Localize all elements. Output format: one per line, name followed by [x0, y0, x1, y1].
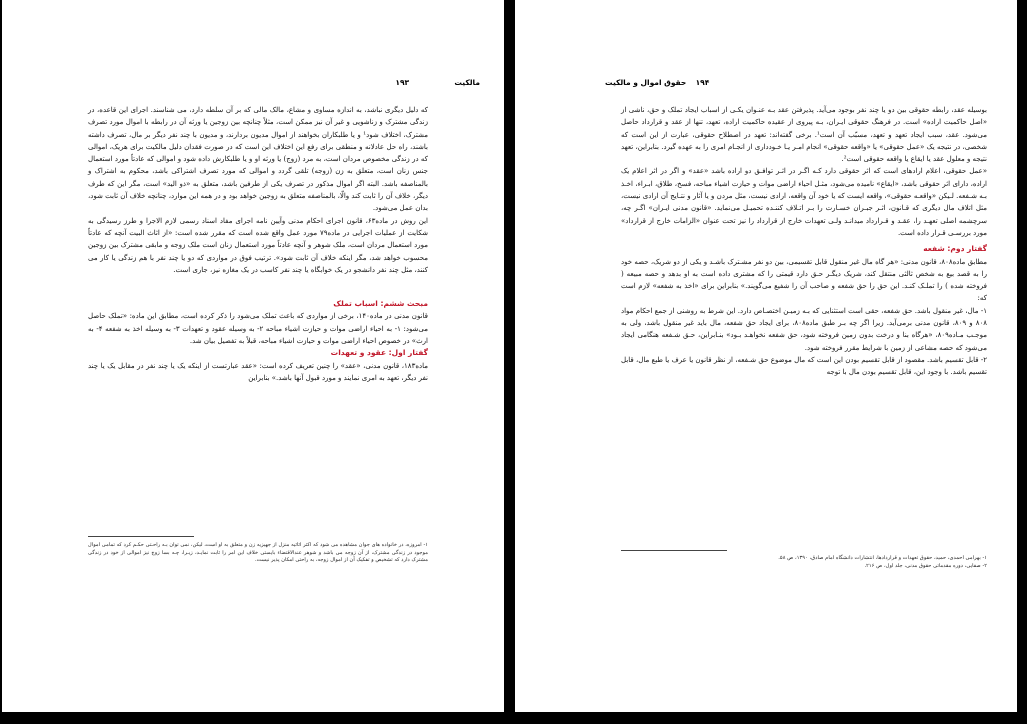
page-body [88, 104, 428, 384]
paragraph: مطابق ماده۸۰۸، قانون مدنی: «هر گاه مال غیر منقول قابل تقسیمی، بین دو نفر مشـترک باشـد و یکی از دو شریک، حصه خود را به قصد بیع به شخص ثالثی منتقل کند، شریک دیگـر حـق دارد قیمتی را که مشتری داده است به او بدهد و حصه مبیعه ( فروخته شده ) را تملـک کنـد. این حق را حق شفعه و صاحب آن را شفیع می‌گویند.» بنابراین برای «اخذ به شفعه» لازم است که: [621, 257, 987, 303]
footnote: ۱- امروزه، در خانواده های جوان مشاهده می شود که اکثر اثاثیه منزل از جهیزیه زن و متعلق به او است، لیکن، نمی توان بـه راحـتی حکـم کرد که تمامی اموال موجود در زندگی مشترک، از آن زوجه می باشد و شوهر عندالاقتضاء بایستی خلاف این امر را ثابت نمایـد، زیـرا، چـه بسا زوج نیز اموالی از خود در زندگی مشترک دارد که تشخیص و تفکیک آن از اموال زوجه، به راحتی امکان پذیر نیست. [88, 542, 428, 564]
running-title: حقوق اموال و مالکیت [605, 78, 687, 87]
footnotes [88, 542, 428, 565]
subsection-heading: گفتار دوم: شفعه [923, 244, 987, 254]
left-page [2, 0, 504, 712]
subsection-heading: گفتار اول: عقود و تعهدات [330, 348, 428, 358]
page-number: ۱۹۴ [695, 78, 710, 87]
paragraph: که دلیل دیگری نباشد، به اندازه مساوی و مشاع، مالک مالی که بر آن سلطه دارد، می شناسند. اجرای این قاعده، در زندگی مشترک و زناشویی و غیر آن نیز ممکن است، مثلاً چنانچه بین زوجین یا ورثه آن در رابطه با اموال مورد تصرف مشترک، اختلاف شود¹ و یا طلبکاران بخواهند از اموال مدیون بردارند، و مدیون با چند نفر دیگر بر مال، تصرف داشته باشند، راه حل عادلانه و منطقی برای رفع این اختلاف این است که در صورت فقدان دلیل مالکیت برای هریک، اموالی که در زندگی مخصوص مردان است، به مرد (زوج) یا ورثه او و یا طلبکارش داده شود و اموالی که عادتاً مورد استعمال جنس زنان است، متعلق به زن (زوجه) تلقی گردد و اموالی که مورد تصرف اشتراکی باشد، محکوم به اشتراک و بالمناصفه باشد. البته اگر اموال مذکور در تصرف یکی از طرفین باشد، متعلق به «ذو الید» است، مگر این که طرف دیگر، خلاف آن را ثابت کند والّا، بالمناصفه متعلق به زوجین خواهد بود و در همه این موارد، چنانچه خلاف آن ثابت شود، بدان عمل می‌شود. [88, 106, 429, 213]
page-number: ۱۹۳ [395, 78, 410, 87]
section-heading: مبحث ششم: اسباب تملک [333, 299, 428, 309]
running-title: مالکیت [454, 78, 480, 87]
paragraph: قانون مدنی در ماده۱۴۰، برخی از مواردی که باعث تملک می‌شود را ذکر کرده است، مطابق این ماده: «تملک حاصل می‌شود: ۱- به احیاء اراضی موات و حیازت اشیاء مباحه ۲- به وسیله عقود و تعهدات ۳- به وسیله اخذ به شفعه ۴- به ارث» در خصوص احیاء اراضی موات و حیازت اشیاء مباحه، قبلاً به تفصیل بیان شد. [88, 312, 429, 346]
page-body [621, 104, 987, 379]
footnote: ۲- صفایی، دوره مقدماتی حقوق مدنی، جلد اول، ص ۲۱۶. [864, 562, 987, 569]
paragraph: ماده۱۸۳، قانون مدنی، «عقد» را چنین تعریف کرده است: «عقد عبارتست از اینکه یک یا چند نفر در مقابل یک یا چند نفر دیگر، تعهد به امری نمایند و مورد قبول آنها باشد.» بنابراین [88, 361, 428, 382]
footnote-rule [88, 536, 194, 537]
footnote: ۱- بهرامی احمدی، حمید، حقوق تعهدات و قراردادها، انتشارات دانشگاه امام صادق، ۱۳۹۰، ص ۵۸. [778, 555, 987, 561]
paragraph: ۱- مال، غیر منقول باشد. حق شفعه، حقی است استثنایی که بـه زمیـن اختصـاص دارد. این شرط به روشنی از جمع احکام مواد ۸۰۸ و ۸۰۹، قانون مدنی برمی‌آید. زیرا اگر چه بـر طبق ماده۸۰۸، برای ایجاد حق شفعه، مال باید غیر منقول باشد، ولی به موجـب مـاده۸۰۹، «هرگاه بنا و درخت بدون زمین فروخته شود، حق شفعه نخواهـد بـود» بنـابراین، حـق شـفعه هنگامی ایجاد می‌شود که حصه مشاعی از زمین با شرایط مقرر فروخته شود. [621, 306, 988, 352]
running-header [605, 78, 709, 87]
footnotes [621, 555, 987, 570]
paragraph: «عمل حقوقی، اعلام ارادهای است که اثر حقوقی دارد کـه اگـر در اثـر توافـق دو اراده باشد «عقد» و اگر در اثر اعلام یک اراده، دارای اثر حقوقی باشد، «ایقاع» نامیده می‌شود، مثـل احیاء اراضی موات و حیازت اشیاء مباحه، فسخ، طلاق، ابـراء، اخـذ بـه شـفعه. لـیکن «واقعـه حقوقی»، واقعه ایست که یا خود آن واقعه، ارادی نیست، مثل مردن و یا آثار و نتـایج آن ارادی نیست، مثل اتلاف مال دیگری که قـانون، اثـر جبـران خسـارت را بـر اتـلاف کننـده تحمیـل می‌نماید. «قانون مدنی ایـران» اگـر چه، سرچشمه اصلی تعهـد را، عقـد و قـرارداد میدانـد ولـی تعهدات خارج از قرارداد را نیز تحت عنوان «الزامات خارج از قرارداد» مورد بررسـی قـرار داده است. [621, 167, 987, 237]
footnote-rule [621, 550, 727, 551]
paragraph: این روش در ماده۶۳، قانون اجرای احکام مدنی وآیین نامه اجرای مفاد اسناد رسمی لازم الاجرا و طرز رسیدگی به شکایت از عملیات اجرایی در ماده۷۹ مورد عمل واقع شده است که مقرر شده است: «از اثاث البیت آنچه که عادتاً مورد استعمال مردان است، ملک شوهر و آنچه عادتاً مورد استعمال زنان است ملک زوجه و مابقی مشترک بین زوجین محسوب خواهد شد، مگر اینکه خلاف آن ثابت شود». ترتیب فوق در مواردی که دو یا چند نفر با هم زندگی یا کار می کنند، مثل چند نفر دانشجو در یک خوابگاه یا چند نفر کاسب در یک مغازه نیز، جاری است. [88, 216, 429, 274]
running-header [395, 78, 480, 87]
paragraph: بوسیله عقد، رابطه حقوقی بین دو یا چند نفر بوجود می‌آید. پذیرفتن عقد بـه عنـوان یکـی از اسباب ایجاد تملک و حق، ناشی از «اصل حاکمیت اراده» است. در فرهنگ حقوقی ایـران، بـه پیروی از عقیده حاکمیت اراده، تعهد، تنها از عقد و قرارداد حاصل می‌شود. عقد، سبب ایجاد تعهد و تعهد، مسبّب آن است¹. برخی گفته‌اند: تعهد در اصطلاح حقوقی، عبارت از این است که شخصی، در نتیجه یک «عمل حقوقی» یا «واقعه حقوقی» انجام امـر یـا خـودداری از انجـام امری را به عهده گیرد. بنابراین، تعهد نتیجه و معلول عقد یا ایقاع یا واقعه حقوقی است². [621, 106, 987, 164]
paragraph: ۲- قابل تقسیم باشد. مقصود از قابل تقسیم بودن این است که مال موضوع حق شـفعه، از نظر قانون یا عرف یا طبع مال، قابل تقسیم باشد. با وجود این، قابل تقسیم بودن مال با توجه [621, 355, 987, 377]
right-page [515, 0, 1017, 712]
